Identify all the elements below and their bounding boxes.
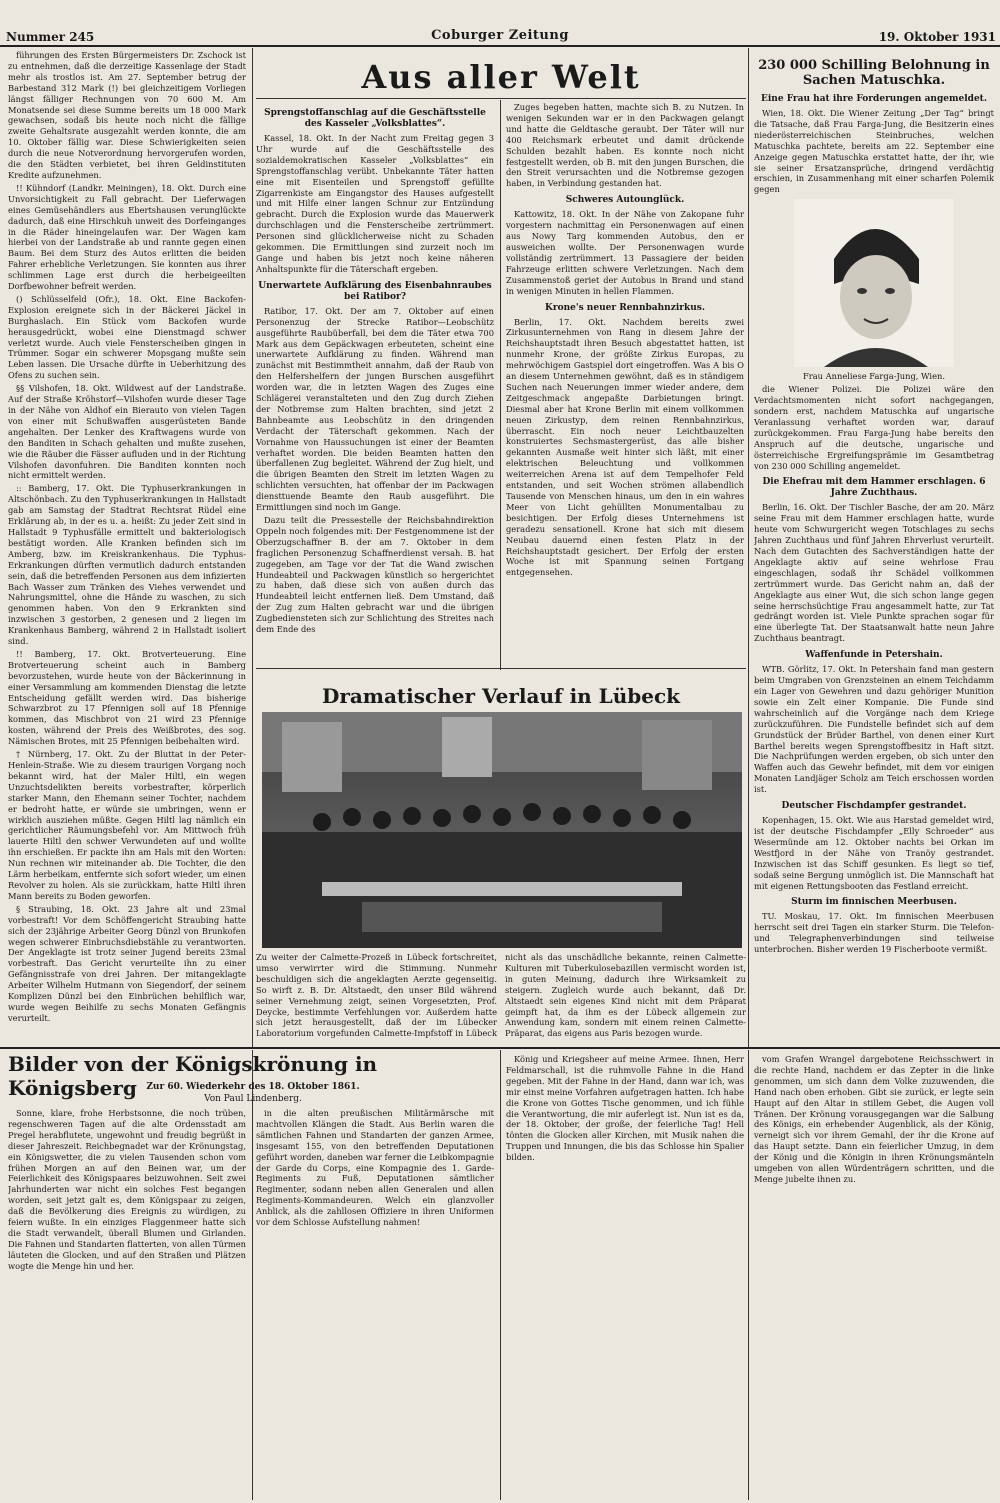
article: Wien, 18. Okt. Die Wiener Zeitung „Der Tag“ bringt die Tatsache, daß Frau Farga-Jung, die Besitzerin eines niederösterreichischen Steinbruches, welchen Matuschka pachtete, bereits am 22. September eine Anzeige gegen Matuschka erstattet hatte, der ihr, wie sie seiner Ersatzansprüche, dringend verdächtig erschien, in Zusammenhang mit einer scharfen Polemik gegen [754,108,994,195]
column-1 [8,50,246,1040]
headline: 230 000 Schilling Belohnung in Sachen Matuschka. [758,58,990,88]
headline: Sturm im finnischen Meerbusen. [791,897,957,908]
article: Berlin, 17. Okt. Nachdem bereits zwei Zirkusunternehmen von Rang in diesem Jahre der Reichshauptstadt ihren Besuch abgestattet hatten, ist nunmehr Krone, der größte Zirkus Europas, zu mehrwöchigem Gastspiel dort eingetroffen. Was A bis O an diesem Unternehmen gewöhnt, daß es in ständigem Suchen nach Neuerungen immer wieder andere, dem Zeitgeschmack angepaßte Darbietungen bringt. Diesmal aber hat Krone Berlin mit einem vollkommen neuen Zirkustyp, dem reinen Rennbahnzirkus, überrascht. Ein noch neuer Leichtbauzelten konstruiertes Sechsmastergerüst, das alle bisher gekannten Ausmaße weit hinter sich läßt, mit einer elektrischen Beleuchtung und vollkommen weiterreichen Arena ist auf dem Tempelhofer Feld entstanden, und seit Wochen strömen allabendlich Tausende von Menschen hinaus, um den in ein wahres Meer von Licht gehüllten Monumentalbau zu besichtigen. Der Erfolg dieses Unternehmens ist geradezu sensationell. Krone hat sich mit diesem Neubau dauernd einen festen Platz in der Reichshauptstadt gesichert. Der Erfolg der ersten Woche ist mit Spannung seinen Fortgang entgegensehen. [506,316,744,578]
feature-column-2 [256,1108,494,1498]
portrait-caption: Frau Anneliese Farga-Jung, Wien. [803,371,945,382]
article: † Nürnberg, 17. Okt. Zu der Bluttat in der Peter-Henlein-Straße. Wie zu diesem traurigen Vorgang noch bekannt wird, hat der Maler Hiltl, ein wegen Unzuchtsdelikten bereits vorbestrafter, körperlich starker Mann, den Ehemann seiner Tochter, nachdem er bedroht hatte, er würde sie umbringen, wenn er wirklich ausziehen müßte. Gegen Hiltl lag nämlich ein gerichtlicher Räumungsbefehl vor. Am Mittwoch früh lauerte Hiltl den schwer Verwundeten auf und wollte ihn erschießen. Er packte ihn am Hals mit den Worten: Nun rechnen wir miteinander ab. Die Tochter, die den Lärm herbeikam, entfernte sich sofort wieder, um einen Revolver zu holen. Als sie zurückkam, hatte Hiltl ihren Mann bereits zu Boden geworfen. [8,749,246,901]
article: Berlin, 16. Okt. Der Tischler Basche, der am 20. März seine Frau mit dem Hammer erschlagen hatte, wurde heute vom Schwurgericht wegen Totschlages zu sechs Jahren Zuchthaus und fünf Jahren Ehrverlust verurteilt. Nach dem Gutachten des Sachverständigen hatte der Angeklagte aktiv auf seine wehrlose Frau eingeschlagen, sodaß ihr Schädel vollkommen zertrümmert wurde. Das Gericht nahm an, daß der Angeklagte aus einer Wut, die sich schon lange gegen seine herrschsüchtige Frau angesammelt hatte, zur Tat gedrängt worden ist. Viele Punkte sprachen sogar für eine überlegte Tat. Der Staatsanwalt hatte neun Jahre Zuchthaus beantragt. [754,502,994,644]
feature-author: Von Paul Lindenberg. [204,1094,302,1104]
headline: Waffenfunde in Petershain. [805,650,943,661]
article: () Schlüsselfeld (Ofr.), 18. Okt. Eine Backofen-Explosion ereignete sich in der Bäckerei Jäckel in Burghaslach. Ein Stück vom Backofen wurde herausgedrückt, wobei eine Dienstmagd schwer verletzt wurde. Auch viele Fensterscheiben gingen in Trümmer. Sogar ein schwerer Mopsgang mußte sein Leben lassen. Die Ursache dürfte in Ueberhitzung des Ofens zu suchen sein. [8,293,246,381]
article: §§ Vilshofen, 18. Okt. Wildwest auf der Landstraße. Auf der Straße Kröhstorf—Vilshofen wurde dieser Tage in der Nähe von Aldhof ein Bierauto von vielen Tagen von einer mit Schußwaffen ausgerüsteten Bande angehalten. Der Lenker des Kraftwagens wurde von den Banditen in Schach gehalten und mußte zusehen, wie die Räuber die Fässer aufluden und in der Richtung Vilshofen davonfuhren. Die Banditen konnten noch nicht ermittelt werden. [8,383,246,481]
article: Kattowitz, 18. Okt. In der Nähe von Zakopane fuhr vorgestern nachmittag ein Personenwagen auf einen aus Nowy Targ kommenden Autobus, den er ausweichen wollte. Der Personenwagen wurde vollständig zertrümmert. 13 Passagiere der beiden Fahrzeuge erlitten schwere Verletzungen. Nach dem Zusammenstoß geriet der Autobus in Brand und stand in wenigen Minuten in hellen Flammen. [506,209,744,296]
column-4 [754,54,994,1044]
article: führungen des Ersten Bürgermeisters Dr. Zschock ist zu entnehmen, daß die derzeitige Kassenlage der Stadt mehr als trostlos ist. Am 27. September betrug der Barbestand 312 Mark (!) bei gleichzeitigem Vorliegen längst fälliger Rechnungen von 70 600 M. Am Monatsende sei diese Summe bereits um 18 000 Mark gewachsen, sodaß bis heute noch nicht die fällige zweite Gehaltsrate ausgezahlt werden konnte, die am 10. Oktober fällig war. Diese Schwierigkeiten seien durch die neue Notverordnung hervorgerufen worden, die den Städten verbietet, bei ihren Geldinstituten Kredite aufzunehmen. [8,50,246,180]
article: König und Kriegsheer auf meine Armee. Ihnen, Herr Feldmarschall, ist die ruhmvolle Fahne in die Hand gegeben. Mit der Fahne in der Hand, dann war ich, was mir einst meine Vorfahren aufgetragen hatten. Ich habe die Krone von Gottes Tische genommen, und ich fühle die Verantwortung, die mir auferlegt ist. Nun ist es da, der 18. Oktober, der große, der feierliche Tag! Hell tönten die Glocken aller Kirchen, mit Musik nahen die Truppen und Innungen, die bis das Schlosse hin Spalier bilden. [506,1054,744,1163]
subheadline: Eine Frau hat ihre Forderungen angemeldet. [761,94,987,104]
column-divider [252,48,253,1048]
article: vom Grafen Wrangel dargebotene Reichsschwert in die rechte Hand, nachdem er das Zepter in die linke genommen, um sich dann dem Volke zuzuwenden, die Hand nach oben erhoben. Gibt sie zurück, er legte sein Haupt auf den Altar in stillem Gebet, die Augen voll Tränen. Der Krönung vorausgegangen war die Salbung des Königs, ein erhebender Augenblick, als der König, verneigt sich vor ihrem Gemahl, der ihr die Krone auf das Haupt setzte. Dann ein feierlicher Umzug, in dem der König und die Königin in ihren Krönungsmänteln umgeben von allen Würdenträgern schritten, und die Menge jubelte ihnen zu. [754,1054,994,1184]
feature-rule [0,1047,1000,1049]
column-divider [748,48,749,1048]
headline: Krone's neuer Rennbahnzirkus. [545,302,705,313]
article: § Straubing, 18. Okt. 23 Jahre alt und 23mal vorbestraft! Vor dem Schöffengericht Straubing hatte sich der 23jährige Arbeiter Georg Dünzl von Brunkofen wegen schwerer Einbruchsdiebstähle zu verantworten. Der Angeklagte ist trotz seiner Jugend bereits 23mal vorbestraft. Das Gericht verurteilte ihn zu einer Gefängnisstrafe von drei Jahren. Der mitangeklagte Arbeiter Wilhelm Hutmann von Siegendorf, der seinem Komplizen Dünzl bei den Einbrüchen behilflich war, wurde wegen Beihilfe zu sechs Monaten Gefängnis verurteilt. [8,903,246,1023]
article: in die alten preußischen Militärmärsche mit machtvollen Klängen die Stadt. Aus Berlin waren die sämtlichen Fahnen und Standarten der ganzen Armee, insgesamt 155, von den betreffenden Deputationen geführt worden, daneben war ferner die Leibkompagnie der Garde du Corps, eine Kompagnie des 1. Garde-Regiments zu Fuß, Deputationen sämtlicher Regimenter, sodann neben allen Generalen und allen Regiments-Kommandeuren. Welch ein glanzvoller Anblick, als die zahllosen Offiziere in ihren Uniformen vor dem Schlosse Aufstellung nahmen! [256,1108,494,1228]
article: Ratibor, 17. Okt. Der am 7. Oktober auf einen Personenzug der Strecke Ratibor—Leobschütz ausgeführte Raubüberfall, bei dem die Täter etwa 700 Mark aus dem Gepäckwagen erbeuteten, scheint eine unerwartete Aufklärung zu finden. Während man zunächst mit Bestimmtheit annahm, daß der Raub von den Helfershelfern der jungen Burschen ausgeführt worden war, die in letzten Wagen des Zuges eine Schlägerei veranstalteten und den Zug durch Ziehen der Notbremse zum Halten brachten, sind jetzt 2 Bahnbeamte aus Leobschütz in den dringenden Verdacht der Täterschaft gekommen. Nach der Vornahme von Haussuchungen ist einer der Beamten verhaftet worden. Die beiden Beamten hatten den überfallenen Zug begleitet. Während der Zug hielt, und die übrigen Beamten den Streit im letzten Wagen zu schlichten versuchten, hat offenbar der im Packwagen diensttuende Beamte den Raub ausgeführt. Die Ermittlungen sind noch im Gange. [256,305,494,513]
headline: Unerwartete Aufklärung des Eisenbahnraubes bei Ratibor? [258,280,492,302]
headline: Die Ehefrau mit dem Hammer erschlagen. 6 Jahre Zuchthaus. [762,477,986,499]
title-rule [256,98,746,99]
section-title: Aus aller Welt [361,58,641,96]
feature-title: Bilder von der Königskrönung in Königsberg [8,1052,378,1100]
column-divider [748,1050,749,1500]
issue-date: 19. Oktober 1931 [878,30,996,44]
article: TU. Moskau, 17. Okt. Im finnischen Meerbusen herrscht seit drei Tagen ein starker Sturm. Die Telefon- und Telegraphenverbindungen sind teilweise unterbrochen. Bisher werden 19 Fischerboote vermißt. [754,911,994,955]
photo-headline: Dramatischer Verlauf in Lübeck [321,684,681,708]
feature-column-1 [8,1108,246,1498]
courtroom-photo [262,712,742,948]
column-2 [256,102,494,664]
feature-subtitle: Zur 60. Wiederkehr des 18. Oktober 1861. [146,1082,360,1092]
article: die Wiener Polizei. Die Polizei wäre den Verdachtsmomenten nicht sofort nachgegangen, sondern erst, nachdem Matuschka auf ungarische Veranlassung verhaftet worden war, darauf zurückgekommen. Frau Farga-Jung habe bereits den Anspruch auf die deutsche, ungarische und österreichische Ergreifungsprämie im Gesamtbetrag von 230 000 Schilling angemeldet. [754,384,994,471]
headline: Deutscher Fischdampfer gestrandet. [781,801,967,812]
article: !! Bamberg, 17. Okt. Brotverteuerung. Eine Brotverteuerung scheint auch in Bamberg bevorzustehen, wurde heute von der Bäckerinnung in einer Versammlung am kommenden Dienstag die letzte Entscheidung gefällt werden wird. Das bisherige Schwarzbrot zu 17 Pfennigen soll auf 18 Pfennige kommen, das Mischbrot von 21 wird 23 Pfennige kosten, während der Preis des Weißbrotes, des sog. Nämischen Brotes, mit 25 Pfennigen beibehalten wird. [8,648,246,747]
paper-name: Coburger Zeitung [431,28,569,43]
article: WTB. Görlitz, 17. Okt. In Petershain fand man gestern beim Umgraben von Grenzsteinen an einem Teichdamm ein Lager von Gewehren und dazu gehöriger Munition sowie ein Zelt einer Kompanie. Die Funde sind wahrscheinlich auf die Vorgänge nach dem Kriege zurückzuführen. Die Fundstelle befindet sich auf dem Grundstück der Brüder Barthel, von denen einer Kurt Barthel bereits wegen Sprengstoffbesitz in Haft sitzt. Die Nachprüfungen werden ergeben, ob sich unter den Waffen auch das Gewehr befindet, mit dem vor einigen Monaten Landjäger Scholz am Teich erschossen worden ist. [754,664,994,795]
article: :: Bamberg, 17. Okt. Die Typhuserkrankungen in Altschönbach. Zu den Typhuserkrankungen in Hallstadt gab am Samstag der Stadtrat Rechtsrat Rüdel eine Erklärung ab, in der es u. a. heißt: Zu jeder Zeit sind in Hallstadt 9 Typhusfälle ermittelt und bakteriologisch bestätigt worden. Alle Kranken befinden sich im Amberg, bzw. im Kreiskrankenhaus. Die Typhus-Erkrankungen dürften vermutlich dadurch entstanden sein, daß die betreffenden Personen aus dem infizierten Bach Wasser zum Tränken des Viehes verwendet und Nahrungsmittel, ohne die Hände zu waschen, zu sich genommen haben. Von den 9 Erkrankten sind inzwischen 3 gestorben, 2 genesen und 2 liegen im Krankenhaus Bamberg, während 2 in Hallstadt isoliert sind. [8,483,246,647]
article: Kopenhagen, 15. Okt. Wie aus Harstad gemeldet wird, ist der deutsche Fischdampfer „Elly Schroeder“ aus Wesermünde am 12. Oktober nachts bei Orkan im Westfjord in der Nähe von Tranöy gestrandet. Inzwischen ist das Schiff gesunken. Es liegt so tief, sodaß seine Bergung unmöglich ist. Die Mannschaft hat mit eigenen Rettungsbooten das Festland erreicht. [754,815,994,891]
masthead [0,0,1000,44]
photo-caption: Zu weiter der Calmette-Prozeß in Lübeck fortschreitet, umso verwirrter wird die Stimmung. Nunmehr beschuldigen sich die angeklagten Aerzte gegenseitig. So wirft z. B. Dr. Altstaedt, den unser Bild während seiner Vernehmung zeigt, seinen Vorgesetzten, Prof. Deycke, bestimmte Verfehlungen vor. Außerdem hatte sich jetzt herausgestellt, daß der im Lübecker Laboratorium vorgefunden Calmette-Impfstoff in Lübeck nicht als das unschädliche bekannte, reinen Calmette-Kulturen mit Tuberkulosebazillen vermischt worden ist, in guten Meinung, dadurch ihre Wirksamkeit zu steigern. Zugleich wurde auch bekannt, daß Dr. Altstaedt sein eigenes Kind nicht mit dem Präparat geimpft hat, da ihm es der Lübeck allgemein zur Anwendung kam, sondern mit einem reinen Calmette-Präparat, das eigens aus Paris bezogen wurde. [256,952,746,1039]
article: Sonne, klare, frohe Herbstsonne, die noch trüben, regenschweren Tagen auf die alte Ordensstadt am Pregel herabflutete, ungewohnt und freudig begrüßt in dieser Jahreszeit. Reichbegnadet war der Krönungstag, ein Königswetter, die zu vielen Tausenden schon vom frühen Morgen an auf den Beinen war, um der Feierlichkeit des Königspaares beizuwohnen. Seit zwei Jahrhunderten war nicht ein solches Fest begangen worden, seit jetzt galt es, dem Königspaar zu zeigen, daß die Bevölkerung dies Ereignis zu würdigen, zu feiern wußte. In ein einziges Flaggenmeer hatte sich die Stadt verwandelt, überall Blumen und Girlanden. Die Fahnen und Standarten flatterten, von allen Türmen läuteten die Glocken, und auf den Straßen und Plätzen wogte die Menge hin und her. [8,1108,246,1271]
column-divider [500,1050,501,1500]
article: Zuges begeben hatten, machte sich B. zu Nutzen. In wenigen Sekunden war er in den Packwagen gelangt und hatte die Geldtasche geraubt. Der Täter will nur 400 Reichsmark erbeutet und damit drückende Schulden bezahlt haben. Es konnte noch nicht festgestellt werden, ob B. mit den jungen Burschen, die den Streit verursachten und die Notbremse gezogen haben, in Verbindung gestanden hat. [506,102,744,189]
article: Dazu teilt die Pressestelle der Reichsbahndirektion Oppeln noch folgendes mit: Der Festgenommene ist der Oberzugschaffner B. der am 7. Oktober in dem fraglichen Personenzug Schaffnerdienst versah. B. hat zugegeben, am Tage vor der Tat die Wand zwischen Hundeabteil und Packwagen künstlich so hergerichtet zu haben, daß diese sich von außen durch das Hundeabteil leicht entfernen ließ. Dem Umstand, daß der Zug zum Halten gebracht war und die übrigen Zugbediensteten sich zur Schlichtung des Streites nach dem Ende des [256,515,494,635]
column-divider [500,100,501,670]
portrait-photo [794,199,954,367]
feature-column-4 [754,1054,994,1498]
article: !! Kühndorf (Landkr. Meiningen), 18. Okt. Durch eine Unvorsichtigkeit zu Fall gebracht. Der Lieferwagen eines Gemüsehändlers aus Ebertshausen verunglückte dadurch, daß eine Hirschkuh unweit des Dorfeinganges in die Räder hineingelaufen war. Der Wagen kam hierbei von der Landstraße ab und rannte gegen einen Baum. Bei dem Sturz des Autos erlitten die beiden Fahrer erhebliche Verletzungen. Sie konnten aus ihrer schlimmen Lage erst durch die herbeigeeilten Dorfbewohner befreit werden. [8,182,246,292]
feature-column-3 [506,1054,744,1498]
header-rule [0,45,1000,47]
column-3 [506,102,744,664]
column-divider [252,1050,253,1500]
article: Kassel, 18. Okt. In der Nacht zum Freitag gegen 3 Uhr wurde auf die Geschäftsstelle des sozialdemokratischen Kasseler „Volksblattes“ ein Sprengstoffanschlag verübt. Unbekannte Täter hatten eine mit Eisenteilen und Sprengstoff gefüllte Zigarrenkiste am Eingangstor des Hauses aufgestellt und mit Hilfe einer langen Schnur zur Entzündung gebracht. Durch die Explosion wurde das Mauerwerk durchschlagen und die Fensterscheibe zertrümmert. Personen sind glücklicherweise nicht zu Schaden gekommen. Die Ermittlungen sind zurzeit noch im Gange und haben bis jetzt noch keine näheren Anhaltspunkte für die Täterschaft ergeben. [256,133,494,274]
headline: Schweres Autounglück. [565,195,685,206]
photo-rule [256,668,746,669]
headline: Sprengstoffanschlag auf die Geschäftsstelle des Kasseler „Volksblattes“. [264,108,486,129]
issue-number: Nummer 245 [6,30,95,44]
